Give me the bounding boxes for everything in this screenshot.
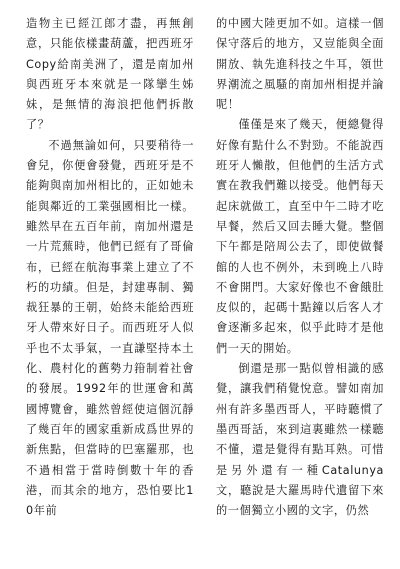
- paragraph-continuation: 的中國大陸更加不如。這樣一個保守落后的地方，又豈能與全面開放、執先進科技之牛耳，領世界潮流之風騷的南加州相提并論呢！: [216, 17, 384, 112]
- paragraph: 僅僅是來了幾天，便總覺得好像有點什么不對勁。不能說西班牙人懶散，但他們的生活方式實在教我們難以接受。他們每天起床就做工，直至中午二時才吃早餐，然后又回去睡大覺。整個下午都是陪周公去了，即使做餐館的人也不例外，未到晚上八時不會開門。大家好像也不會餓肚皮似的，起碼十點鐘以后客人才會逐漸多起來，似乎此時才是他們一天的開始。: [216, 118, 384, 355]
- paragraph: 倒還是那一點似曾相識的感覺，讓我們稍覺悅意。譬如南加州有許多墨西哥人，平時聽慣了墨西哥話，來到這裏雖然一樣聽不懂，還是覺得有點耳熟。可惜是另外還有一種Catalunya文，聽說是大羅馬時代遺留下來的一個獨立小國的文字，仍然: [216, 362, 384, 518]
- paragraph-continuation: 造物主已經江郎才盡，再無創意，只能依樣畫葫蘆，把西班牙Copy給南美洲了，還是南加州與西班牙本來就是一隊攣生姊妹，是無情的海浪把他們拆散了？: [26, 17, 194, 132]
- left-column: [26, 14, 194, 521]
- two-column-body: [26, 14, 384, 521]
- paragraph: 不過無論如何，只要稍待一會兒，你便會發覺，西班牙是不能夠與南加州相比的，正如她未能與鄰近的工業强國相比一樣。雖然早在五百年前，南加州還是一片荒蕪時，他們已經有了哥倫布，已經在航海事業上建立了不朽的功績。但是，封建專制、獨裁狂暴的王朝，始終未能給西班牙人帶來好日子。而西班牙人似乎也不太爭氣，一直謙堅持本土化、農村化的舊勢力箝制着社會的發展。1992年的世運會和萬國博覽會，雖然曾經使這個沉靜了幾百年的國家重新成爲世界的新焦點，但當時的巴塞羅那，也不過相當于當時倒數十年的香港，而其余的地方，恐怕要比10年前: [26, 138, 194, 518]
- right-column: [216, 14, 384, 521]
